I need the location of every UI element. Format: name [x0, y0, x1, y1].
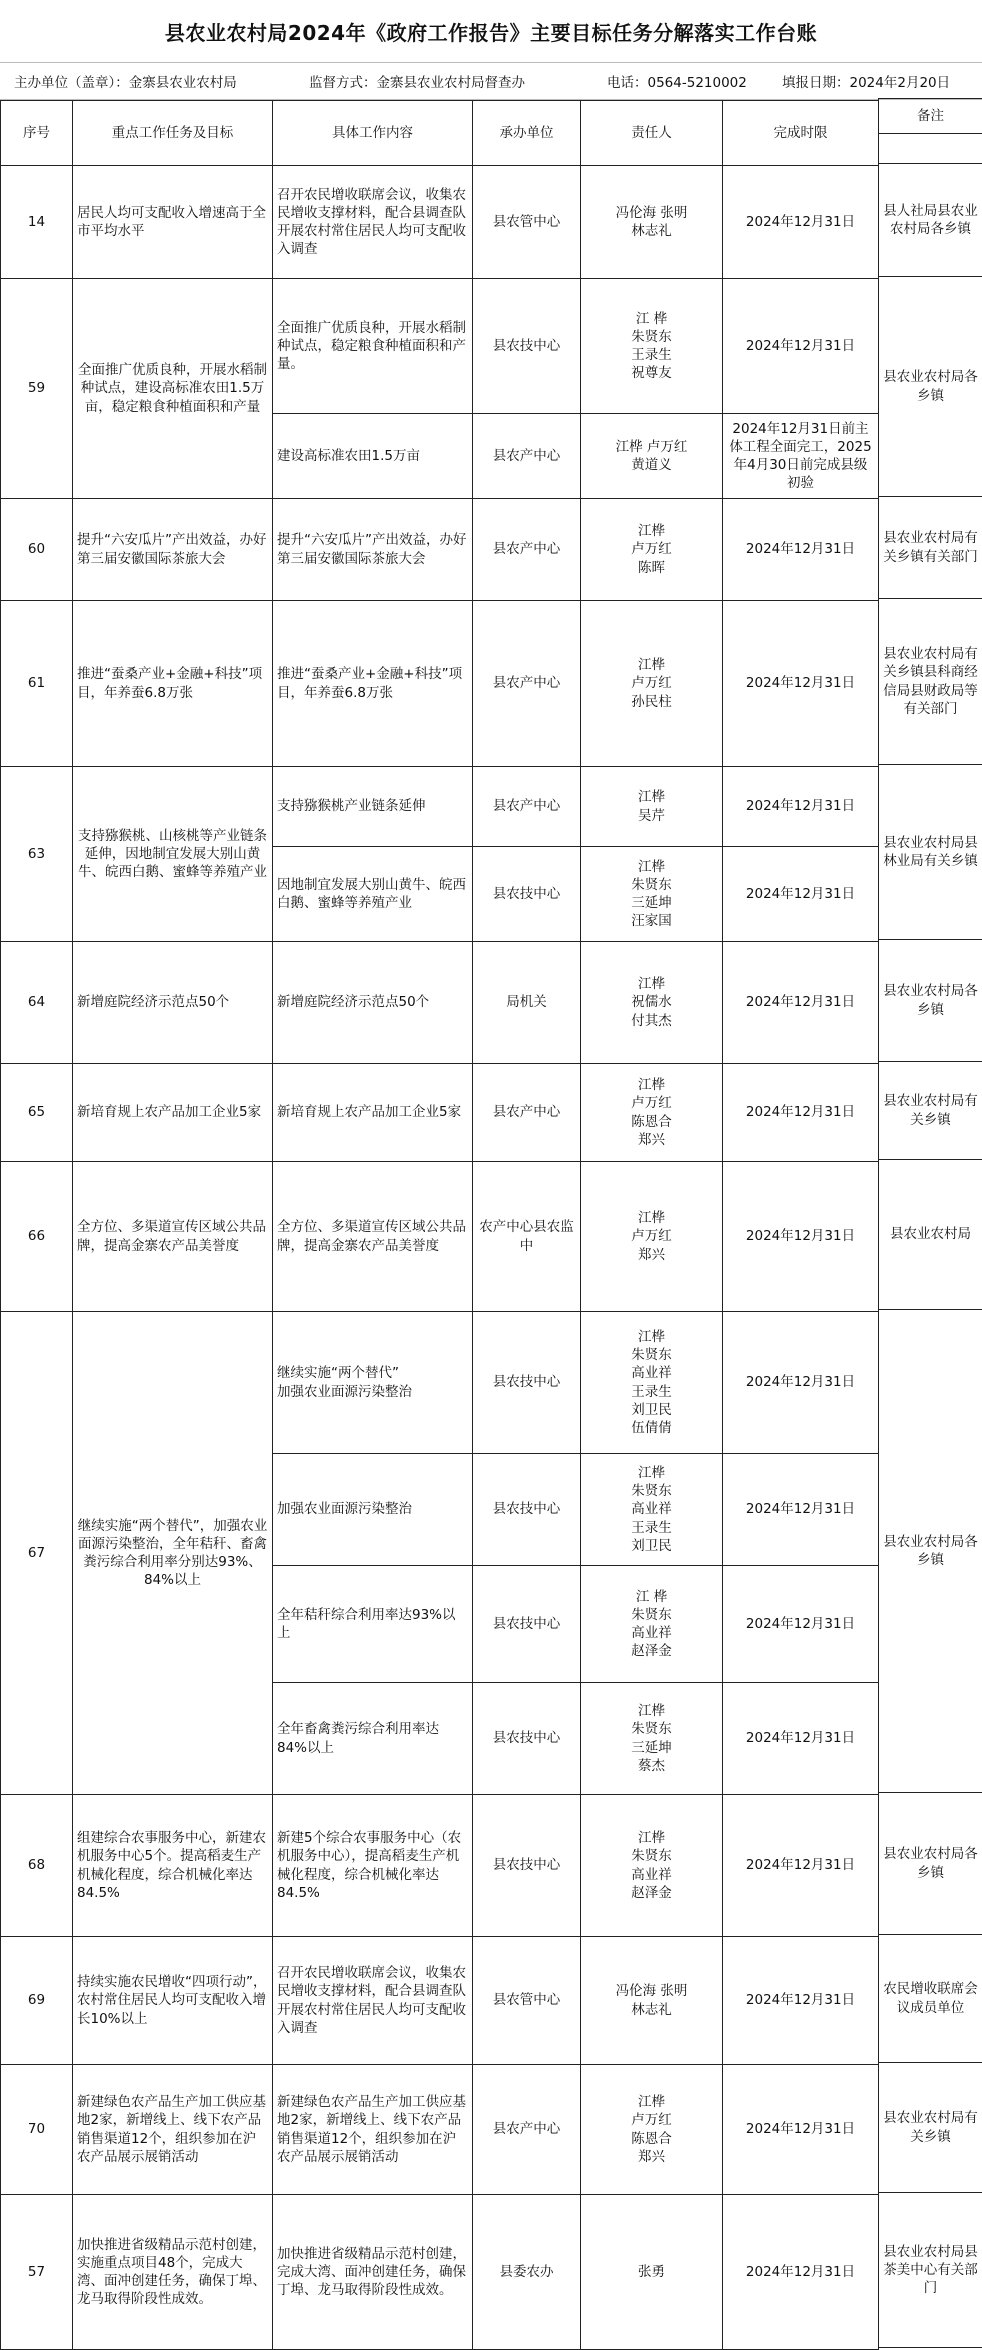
responsible-person: 江桦 卢万红 孙民柱: [581, 601, 723, 767]
key-task: 继续实施“两个替代”，加强农业面源污染整治，全年秸秆、畜禽粪污综合利用率分别达93%、84%以上: [73, 1312, 273, 1795]
remark: 县农业农村局: [879, 1160, 982, 1310]
remark: 县农业农村局有关乡镇: [879, 2063, 982, 2193]
deadline: 2024年12月31日: [723, 166, 879, 279]
deadline: 2024年12月31日: [723, 499, 879, 601]
work-content: 加强农业面源污染整治: [273, 1454, 473, 1566]
row-number: 69: [1, 1937, 73, 2065]
work-content: 提升“六安瓜片”产出效益，办好第三届安徽国际茶旅大会: [273, 499, 473, 601]
key-task: 加快推进省级精品示范村创建，实施重点项目48个，完成大湾、面冲创建任务，确保丁埠、龙马取得阶段性成效。: [73, 2195, 273, 2350]
deadline: 2024年12月31日: [723, 1454, 879, 1566]
deadline: 2024年12月31日前主体工程全面完工，2025年4月30日前完成县级初验: [723, 414, 879, 499]
row-number: 70: [1, 2065, 73, 2195]
deadline: 2024年12月31日: [723, 1566, 879, 1683]
row-number: 57: [1, 2195, 73, 2350]
remark: 县农业农村局各乡镇: [879, 1310, 982, 1793]
header-no: 序号: [1, 101, 73, 166]
key-task: 支持猕猴桃、山核桃等产业链条延伸，因地制宜发展大别山黄牛、皖西白鹅、蜜蜂等养殖产业: [73, 767, 273, 942]
key-task: 新增庭院经济示范点50个: [73, 942, 273, 1064]
responsible-person: 江桦 卢万红 陈恩合 郑兴: [581, 1064, 723, 1162]
key-task: 新培育规上农产品加工企业5家: [73, 1064, 273, 1162]
responsible-dept: 县农技中心: [473, 847, 581, 942]
table-row: [1, 601, 879, 767]
responsible-person: 江桦 吴芹: [581, 767, 723, 847]
work-content: 全面推广优质良种，开展水稻制种试点，稳定粮食种植面积和产量。: [273, 279, 473, 414]
responsible-dept: 县委农办: [473, 2195, 581, 2350]
deadline: 2024年12月31日: [723, 2065, 879, 2195]
responsible-dept: 县农技中心: [473, 1566, 581, 1683]
meta-bar: [0, 62, 982, 100]
key-task: 居民人均可支配收入增速高于全市平均水平: [73, 166, 273, 279]
work-content: 新建5个综合农事服务中心（农机服务中心），提高稻麦生产机械化程度，综合机械化率达84.5%: [273, 1795, 473, 1937]
deadline: 2024年12月31日: [723, 847, 879, 942]
responsible-person: 张勇: [581, 2195, 723, 2350]
header-content: 具体工作内容: [273, 101, 473, 166]
responsible-person: 江 桦 朱贤东 王录生 祝尊友: [581, 279, 723, 414]
table-row: [1, 279, 879, 414]
responsible-dept: 县农产中心: [473, 1064, 581, 1162]
table-row: [1, 767, 879, 847]
remark: 县农业农村局有关乡镇: [879, 1062, 982, 1160]
remark-header-spacer: [879, 134, 982, 164]
work-content: 召开农民增收联席会议，收集农民增收支撑材料，配合县调查队开展农村常住居民人均可支配收入调查: [273, 1937, 473, 2065]
key-task: 持续实施农民增收“四项行动”，农村常住居民人均可支配收入增长10%以上: [73, 1937, 273, 2065]
table-row: [1, 1064, 879, 1162]
responsible-dept: 县农产中心: [473, 2065, 581, 2195]
responsible-person: 江桦 朱贤东 高业祥 王录生 刘卫民 伍倩倩: [581, 1312, 723, 1454]
header-person: 责任人: [581, 101, 723, 166]
table-row: [1, 2195, 879, 2350]
responsible-person: 江桦 祝儒水 付其杰: [581, 942, 723, 1064]
responsible-person: 冯伦海 张明 林志礼: [581, 166, 723, 279]
responsible-person: 江 桦 朱贤东 高业祥 赵泽金: [581, 1566, 723, 1683]
responsible-dept: 局机关: [473, 942, 581, 1064]
responsible-person: 江桦 朱贤东 高业祥 王录生 刘卫民: [581, 1454, 723, 1566]
work-content: 全年秸秆综合利用率达93%以上: [273, 1566, 473, 1683]
table-row: [1, 1312, 879, 1454]
remark: 县农业农村局各乡镇: [879, 277, 982, 497]
work-content: 因地制宜发展大别山黄牛、皖西白鹅、蜜蜂等养殖产业: [273, 847, 473, 942]
work-content: 全年畜禽粪污综合利用率达84%以上: [273, 1683, 473, 1795]
deadline: 2024年12月31日: [723, 1064, 879, 1162]
phone-number: 电话：0564-5210002: [607, 71, 782, 91]
row-number: 63: [1, 767, 73, 942]
row-number: 68: [1, 1795, 73, 1937]
key-task: 全方位、多渠道宣传区域公共品牌，提高金寨农产品美誉度: [73, 1162, 273, 1312]
deadline: 2024年12月31日: [723, 1937, 879, 2065]
responsible-dept: 县农技中心: [473, 1312, 581, 1454]
remark: 县人社局县农业农村局各乡镇: [879, 164, 982, 277]
responsible-person: 江桦 卢万红 郑兴: [581, 1162, 723, 1312]
responsible-person: 江桦 朱贤东 三延坤 汪家国: [581, 847, 723, 942]
header-task: 重点工作任务及目标: [73, 101, 273, 166]
table-row: [1, 166, 879, 279]
responsible-dept: 县农技中心: [473, 279, 581, 414]
host-unit: 主办单位（盖章）：金寨县农业农村局: [14, 71, 309, 91]
key-task: 全面推广优质良种，开展水稻制种试点，建设高标准农田1.5万亩，稳定粮食种植面积和产量: [73, 279, 273, 499]
remark: 县农业农村局各乡镇: [879, 940, 982, 1062]
deadline: 2024年12月31日: [723, 1795, 879, 1937]
remark: 县农业农村局县林业局有关乡镇: [879, 765, 982, 940]
remark: 县农业农村局有关乡镇有关部门: [879, 497, 982, 599]
table-row: [1, 1162, 879, 1312]
responsible-dept: 农产中心县农监中: [473, 1162, 581, 1312]
responsible-person: 冯伦海 张明 林志礼: [581, 1937, 723, 2065]
work-content: 加快推进省级精品示范村创建，完成大湾、面冲创建任务，确保丁埠、龙马取得阶段性成效。: [273, 2195, 473, 2350]
row-number: 65: [1, 1064, 73, 1162]
responsible-dept: 县农产中心: [473, 414, 581, 499]
responsible-dept: 县农技中心: [473, 1683, 581, 1795]
responsible-dept: 县农管中心: [473, 1937, 581, 2065]
remarks-column: [878, 98, 982, 2348]
row-number: 60: [1, 499, 73, 601]
task-ledger-table: [0, 100, 879, 2350]
work-content: 继续实施“两个替代” 加强农业面源污染整治: [273, 1312, 473, 1454]
table-row: [1, 942, 879, 1064]
deadline: 2024年12月31日: [723, 279, 879, 414]
table-row: [1, 1795, 879, 1937]
responsible-person: 江桦 卢万红 陈恩合 郑兴: [581, 2065, 723, 2195]
supervision-method: 监督方式：金寨县农业农村局督查办: [309, 71, 607, 91]
work-content: 推进“蚕桑产业+金融+科技”项目，年养蚕6.8万张: [273, 601, 473, 767]
row-number: 64: [1, 942, 73, 1064]
deadline: 2024年12月31日: [723, 1162, 879, 1312]
responsible-dept: 县农产中心: [473, 499, 581, 601]
responsible-dept: 县农技中心: [473, 1795, 581, 1937]
responsible-person: 江桦 朱贤东 高业祥 赵泽金: [581, 1795, 723, 1937]
work-content: 全方位、多渠道宣传区域公共品牌，提高金寨农产品美誉度: [273, 1162, 473, 1312]
page-title: 县农业农村局2024年《政府工作报告》主要目标任务分解落实工作台账: [0, 0, 982, 62]
key-task: 提升“六安瓜片”产出效益，办好第三届安徽国际茶旅大会: [73, 499, 273, 601]
row-number: 61: [1, 601, 73, 767]
work-content: 新培育规上农产品加工企业5家: [273, 1064, 473, 1162]
deadline: 2024年12月31日: [723, 601, 879, 767]
deadline: 2024年12月31日: [723, 2195, 879, 2350]
key-task: 推进“蚕桑产业+金融+科技”项目，年养蚕6.8万张: [73, 601, 273, 767]
row-number: 14: [1, 166, 73, 279]
work-content: 新建绿色农产品生产加工供应基地2家，新增线上、线下农产品销售渠道12个，组织参加在沪农产品展示展销活动: [273, 2065, 473, 2195]
deadline: 2024年12月31日: [723, 1683, 879, 1795]
responsible-dept: 县农产中心: [473, 601, 581, 767]
work-content: 新增庭院经济示范点50个: [273, 942, 473, 1064]
responsible-person: 江桦 卢万红 黄道义: [581, 414, 723, 499]
deadline: 2024年12月31日: [723, 1312, 879, 1454]
deadline: 2024年12月31日: [723, 942, 879, 1064]
remark: 农民增收联席会议成员单位: [879, 1935, 982, 2063]
table-row: [1, 1937, 879, 2065]
deadline: 2024年12月31日: [723, 767, 879, 847]
header-dept: 承办单位: [473, 101, 581, 166]
report-date: 填报日期：2024年2月20日: [782, 71, 950, 91]
remark: 县农业农村局各乡镇: [879, 1793, 982, 1935]
responsible-dept: 县农产中心: [473, 767, 581, 847]
key-task: 组建综合农事服务中心，新建农机服务中心5个。提高稻麦生产机械化程度，综合机械化率达84.5%: [73, 1795, 273, 1937]
responsible-person: 江桦 朱贤东 三延坤 蔡杰: [581, 1683, 723, 1795]
header-remark: 备注: [879, 99, 982, 134]
responsible-person: 江桦 卢万红 陈晖: [581, 499, 723, 601]
responsible-dept: 县农管中心: [473, 166, 581, 279]
work-content: 建设高标准农田1.5万亩: [273, 414, 473, 499]
header-row: [1, 101, 879, 166]
row-number: 67: [1, 1312, 73, 1795]
responsible-dept: 县农技中心: [473, 1454, 581, 1566]
row-number: 66: [1, 1162, 73, 1312]
row-number: 59: [1, 279, 73, 499]
work-content: 支持猕猴桃产业链条延伸: [273, 767, 473, 847]
table-row: [1, 499, 879, 601]
table-row: [1, 2065, 879, 2195]
header-deadline: 完成时限: [723, 101, 879, 166]
remark: 县农业农村局县茶美中心有关部门: [879, 2193, 982, 2348]
remark: 县农业农村局有关乡镇县科商经信局县财政局等有关部门: [879, 599, 982, 765]
key-task: 新建绿色农产品生产加工供应基地2家，新增线上、线下农产品销售渠道12个，组织参加在沪农产品展示展销活动: [73, 2065, 273, 2195]
work-content: 召开农民增收联席会议，收集农民增收支撑材料，配合县调查队开展农村常住居民人均可支配收入调查: [273, 166, 473, 279]
